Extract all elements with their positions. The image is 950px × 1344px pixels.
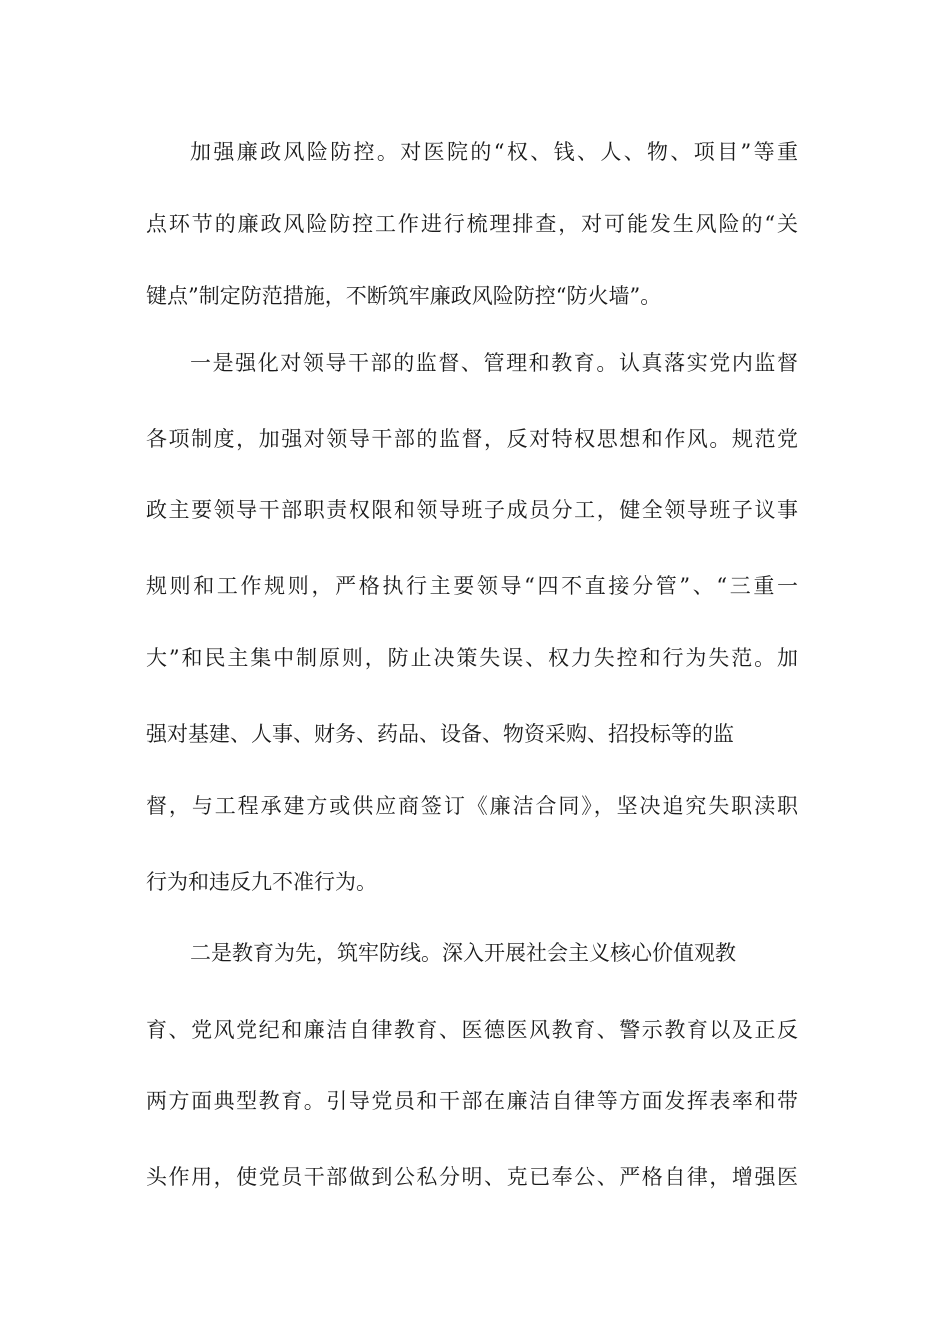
paragraph-2-line-3: 政主要领导干部职责权限和领导班子成员分工，健全领导班子议事 [146,498,798,522]
paragraph-2-line-2: 各项制度，加强对领导干部的监督，反对特权思想和作风。规范党 [146,427,798,451]
paragraph-2-line-7: 督，与工程承建方或供应商签订《廉洁合同》，坚决追究失职渎职 [146,794,798,818]
paragraph-3-line-2: 育、党风党纪和廉洁自律教育、医德医风教育、警示教育以及正反 [146,1018,798,1042]
paragraph-2-line-5: 大”和民主集中制原则，防止决策失误、权力失控和行为失范。加 [146,646,798,670]
paragraph-2-line-8: 行为和违反九不准行为。 [146,870,377,894]
paragraph-1-line-1: 加强廉政风险防控。对医院的“权、钱、人、物、项目”等重 [190,140,798,164]
paragraph-3-line-3: 两方面典型教育。引导党员和干部在廉洁自律等方面发挥表率和带 [146,1089,798,1113]
paragraph-2-line-4: 规则和工作规则，严格执行主要领导“四不直接分管”、“三重一 [146,574,798,598]
paragraph-3-line-1: 二是教育为先，筑牢防线。深入开展社会主义核心价值观教 [190,941,736,965]
paragraph-2-line-6: 强对基建、人事、财务、药品、设备、物资采购、招投标等的监 [146,722,734,746]
paragraph-2-line-1: 一是强化对领导干部的监督、管理和教育。认真落实党内监督 [190,351,798,375]
paragraph-3-line-4: 头作用，使党员干部做到公私分明、克已奉公、严格自律，增强医 [146,1165,798,1189]
paragraph-1-line-3: 键点”制定防范措施，不断筑牢廉政风险防控“防火墙”。 [146,284,662,308]
paragraph-1-line-2: 点环节的廉政风险防控工作进行梳理排查，对可能发生风险的“关 [146,212,798,236]
